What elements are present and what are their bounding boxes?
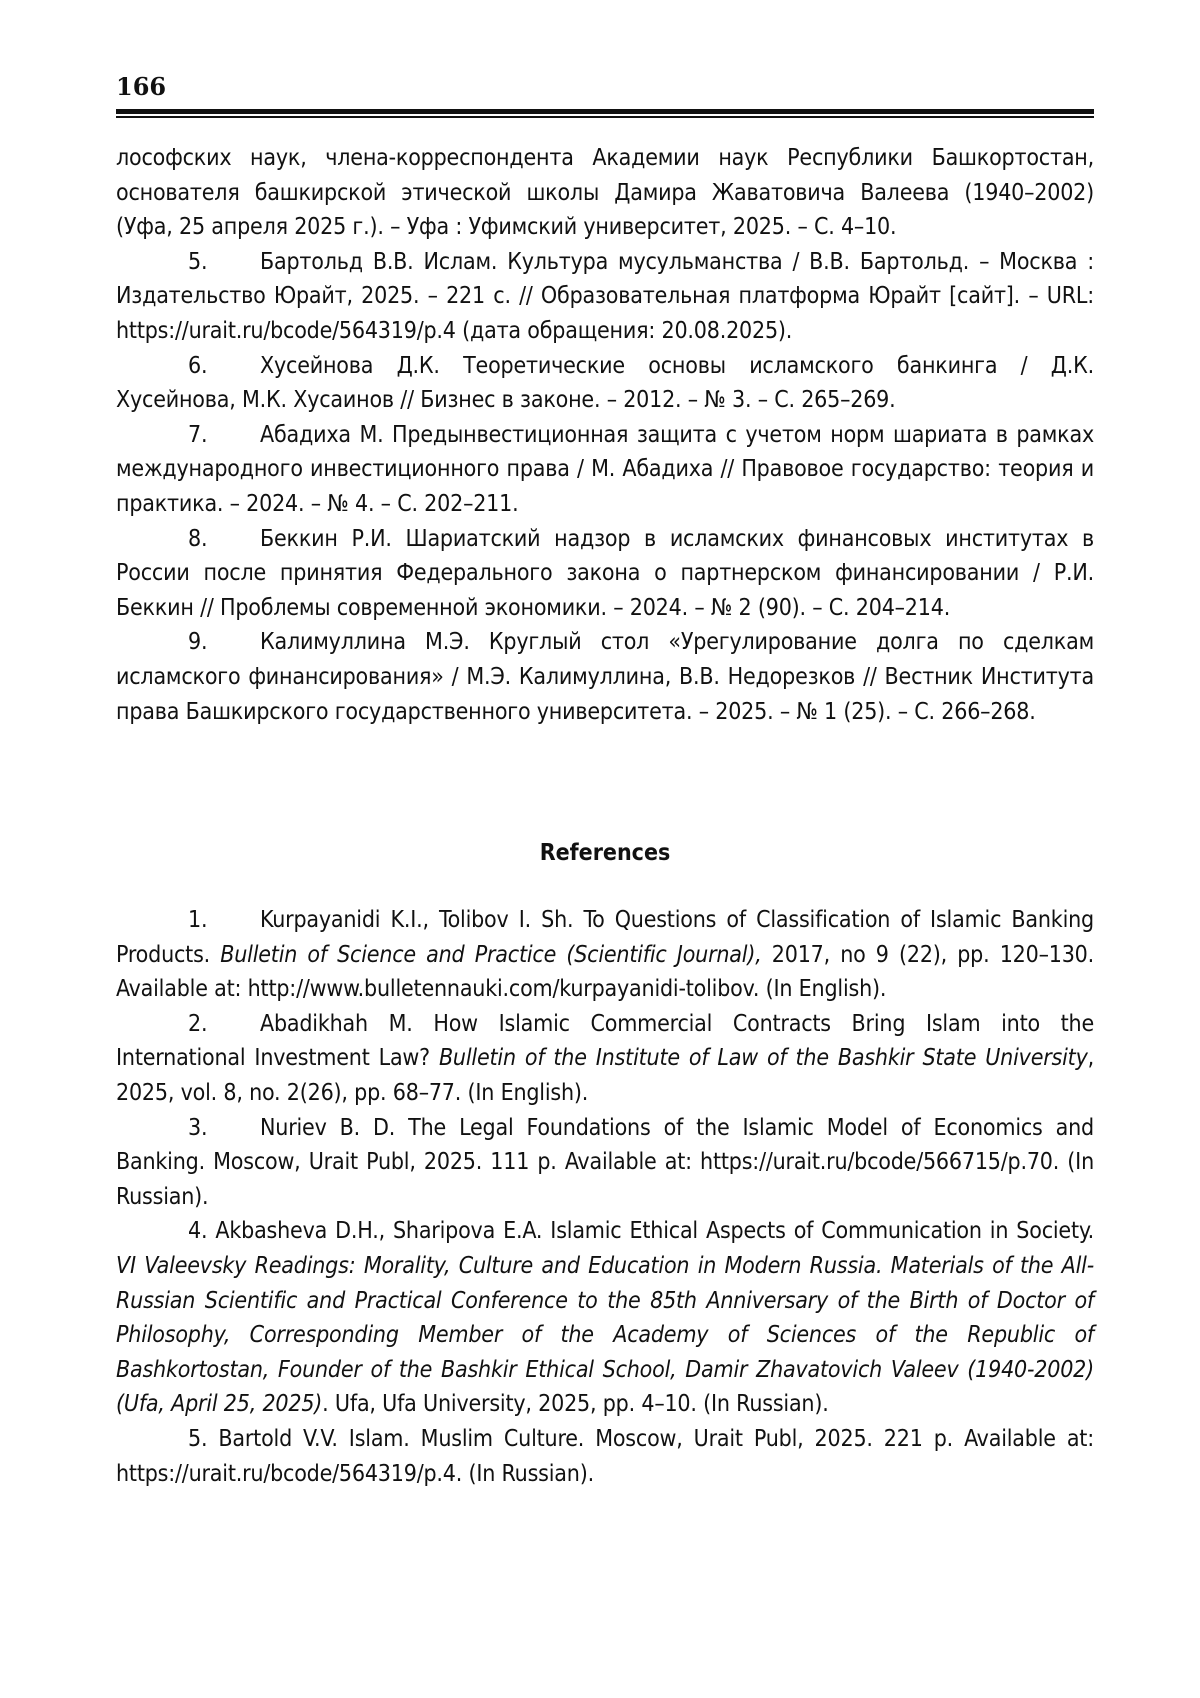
reference-lead: Nuriev B. D. The Legal Foundations of the Islamic Model of Economics and Banking. Moscow, Urait Publ, 2025. 111 p. Available at: https://urait.ru/bcode/566715/p.70. (In Russian).: [116, 1114, 1094, 1210]
reference-journal: Bulletin of Science and Practice (Scientific Journal),: [220, 941, 762, 968]
reference-item-1: [116, 903, 1094, 1007]
references-heading: References: [539, 840, 671, 866]
reference-source: VI Valeevsky Readings: Morality, Culture and Education in Modern Russia. Materials of the All-Russian Scientific and Practical Conference to the 85th Anniversary of the Birth of Doctor of Philosophy, Corresponding Member of the Academy of Sciences of the Republic of Bashkortostan, Founder of the Bashkir Ethical School, Damir Zhavatovich Valeev (1940-2002) (Ufa, April 25, 2025): [116, 1252, 1094, 1418]
bibliography-text: Калимуллина М.Э. Круглый стол «Урегулирование долга по сделкам исламского финансирования» / М.Э. Калимуллина, В.В. Недорезков // Вестник Института права Башкирского государственного университета. – 2025. – № 1 (25). – С. 266–268.: [116, 629, 1094, 725]
bibliography-number: 8.: [188, 525, 208, 552]
reference-number: 5.: [188, 1425, 208, 1452]
bibliography-text: Беккин Р.И. Шариатский надзор в исламских финансовых институтах в России после принятия Федерального закона о партнерском финансировании / Р.И. Беккин // Проблемы современной экономики. – 2024. – № 2 (90). – С. 204–214.: [116, 525, 1094, 621]
reference-number: 2.: [188, 1010, 208, 1037]
reference-tail: . Ufa, Ufa University, 2025, pp. 4–10. (In Russian).: [322, 1391, 829, 1418]
reference-number: 4.: [188, 1218, 208, 1245]
header-rule-thick: [116, 109, 1094, 114]
reference-tail: 2017, no 9 (22), pp. 120–130. Available at: http://www.bulletennauki.com/kurpayanidi-tolibov. (In English).: [116, 941, 1094, 1003]
bibliography-tail: [116, 141, 1094, 729]
bibliography-number: 6.: [188, 352, 208, 379]
reference-number: 1.: [188, 907, 208, 933]
reference-number: 3.: [188, 1114, 208, 1141]
reference-tail: , 2025, vol. 8, no. 2(26), pp. 68–77. (In English).: [116, 1045, 1094, 1106]
reference-lead: Bartold V.V. Islam. Muslim Culture. Moscow, Urait Publ, 2025. 221 p. Available at: https://urait.ru/bcode/564319/p.4. (In Russian).: [116, 1425, 1094, 1487]
bibliography-item-7: [116, 418, 1094, 522]
reference-lead: Kurpayanidi K.I., Tolibov I. Sh. To Questions of Classification of Islamic Banking Products.: [116, 907, 1094, 968]
header-rule-thin: [116, 116, 1094, 118]
bibliography-text: Бартольд В.В. Ислам. Культура мусульманства / В.В. Бартольд. – Москва : Издательство Юрайт, 2025. – 221 с. // Образовательная платформа Юрайт [сайт]. – URL: https://urait.ru/bcode/564319/p.4 (дата обращения: 20.08.2025).: [116, 248, 1094, 344]
reference-lead: Abadikhah M. How Islamic Commercial Contracts Bring Islam into the International Investment Law?: [116, 1010, 1094, 1072]
reference-lead: Akbasheva D.H., Sharipova E.A. Islamic Ethical Aspects of Communication in Society.: [215, 1218, 1095, 1245]
reference-item-4: [116, 1214, 1094, 1422]
bibliography-number: 5.: [188, 248, 208, 275]
references-list: [116, 903, 1094, 1491]
bibliography-text: Хусейнова Д.К. Теоретические основы исламского банкинга / Д.К. Хусейнова, М.К. Хусаинов // Бизнес в законе. – 2012. – № 3. – С. 265–269.: [116, 352, 1094, 414]
bibliography-text: Абадиха М. Предынвестиционная защита с учетом норм шариата в рамках международного инвестиционного права / М. Абадиха // Правовое государство: теория и практика. – 2024. – № 4. – С. 202–211.: [116, 421, 1094, 517]
bibliography-continuation: лософских наук, члена-корреспондента Академии наук Республики Башкортостан, основателя башкирской этической школы Дамира Жаватовича Валеева (1940–2002) (Уфа, 25 апреля 2025 г.). – Уфа : Уфимский университет, 2025. – С. 4–10.: [116, 145, 1094, 241]
bibliography-item-5: [116, 245, 1094, 349]
reference-item-5: [116, 1422, 1094, 1491]
bibliography-number: 9.: [188, 629, 208, 656]
reference-item-3: [116, 1111, 1094, 1215]
bibliography-item-6: [116, 349, 1094, 418]
bibliography-item-9: [116, 625, 1094, 729]
bibliography-item-8: [116, 522, 1094, 626]
bibliography-number: 7.: [188, 421, 208, 448]
page-number: 166: [116, 72, 167, 101]
reference-item-2: [116, 1007, 1094, 1111]
reference-journal: Bulletin of the Institute of Law of the Bashkir State University: [438, 1045, 1088, 1072]
